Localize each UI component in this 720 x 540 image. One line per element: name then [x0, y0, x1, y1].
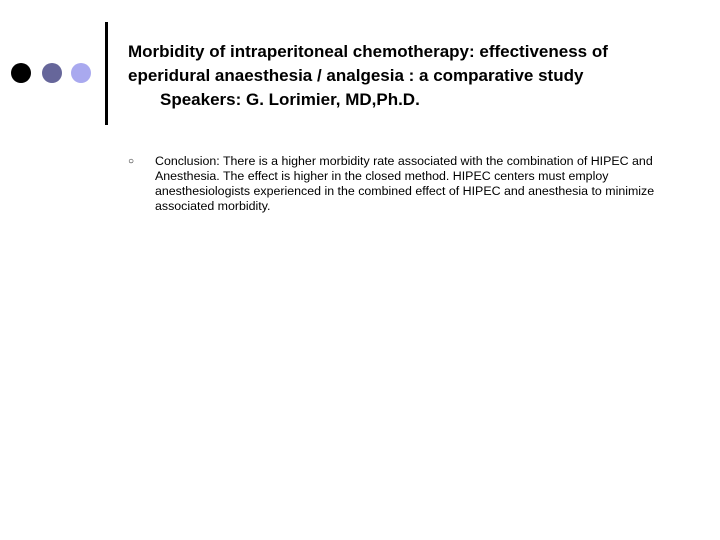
slide-title [128, 40, 708, 112]
decorative-dot-slate [42, 63, 62, 83]
bullet-circle-icon: ○ [128, 156, 135, 167]
speaker-line: Speakers: G. Lorimier, MD,Ph.D. [160, 90, 420, 109]
title-line-2: eperidural anaesthesia / analgesia : a comparative study [128, 66, 584, 85]
conclusion-text: Conclusion: There is a higher morbidity rate associated with the combination of HIPEC and Anesthesia. The effect is higher in the closed method. HIPEC centers must employ anesthesiologists experienced in the combined effect of HIPEC and anesthesia to minimize associated morbidity. [155, 154, 655, 213]
decorative-dot-black [11, 63, 31, 83]
vertical-divider [105, 22, 108, 125]
title-line-1: Morbidity of intraperitoneal chemotherapy: effectiveness of [128, 42, 608, 61]
decorative-dot-lavender [71, 63, 91, 83]
